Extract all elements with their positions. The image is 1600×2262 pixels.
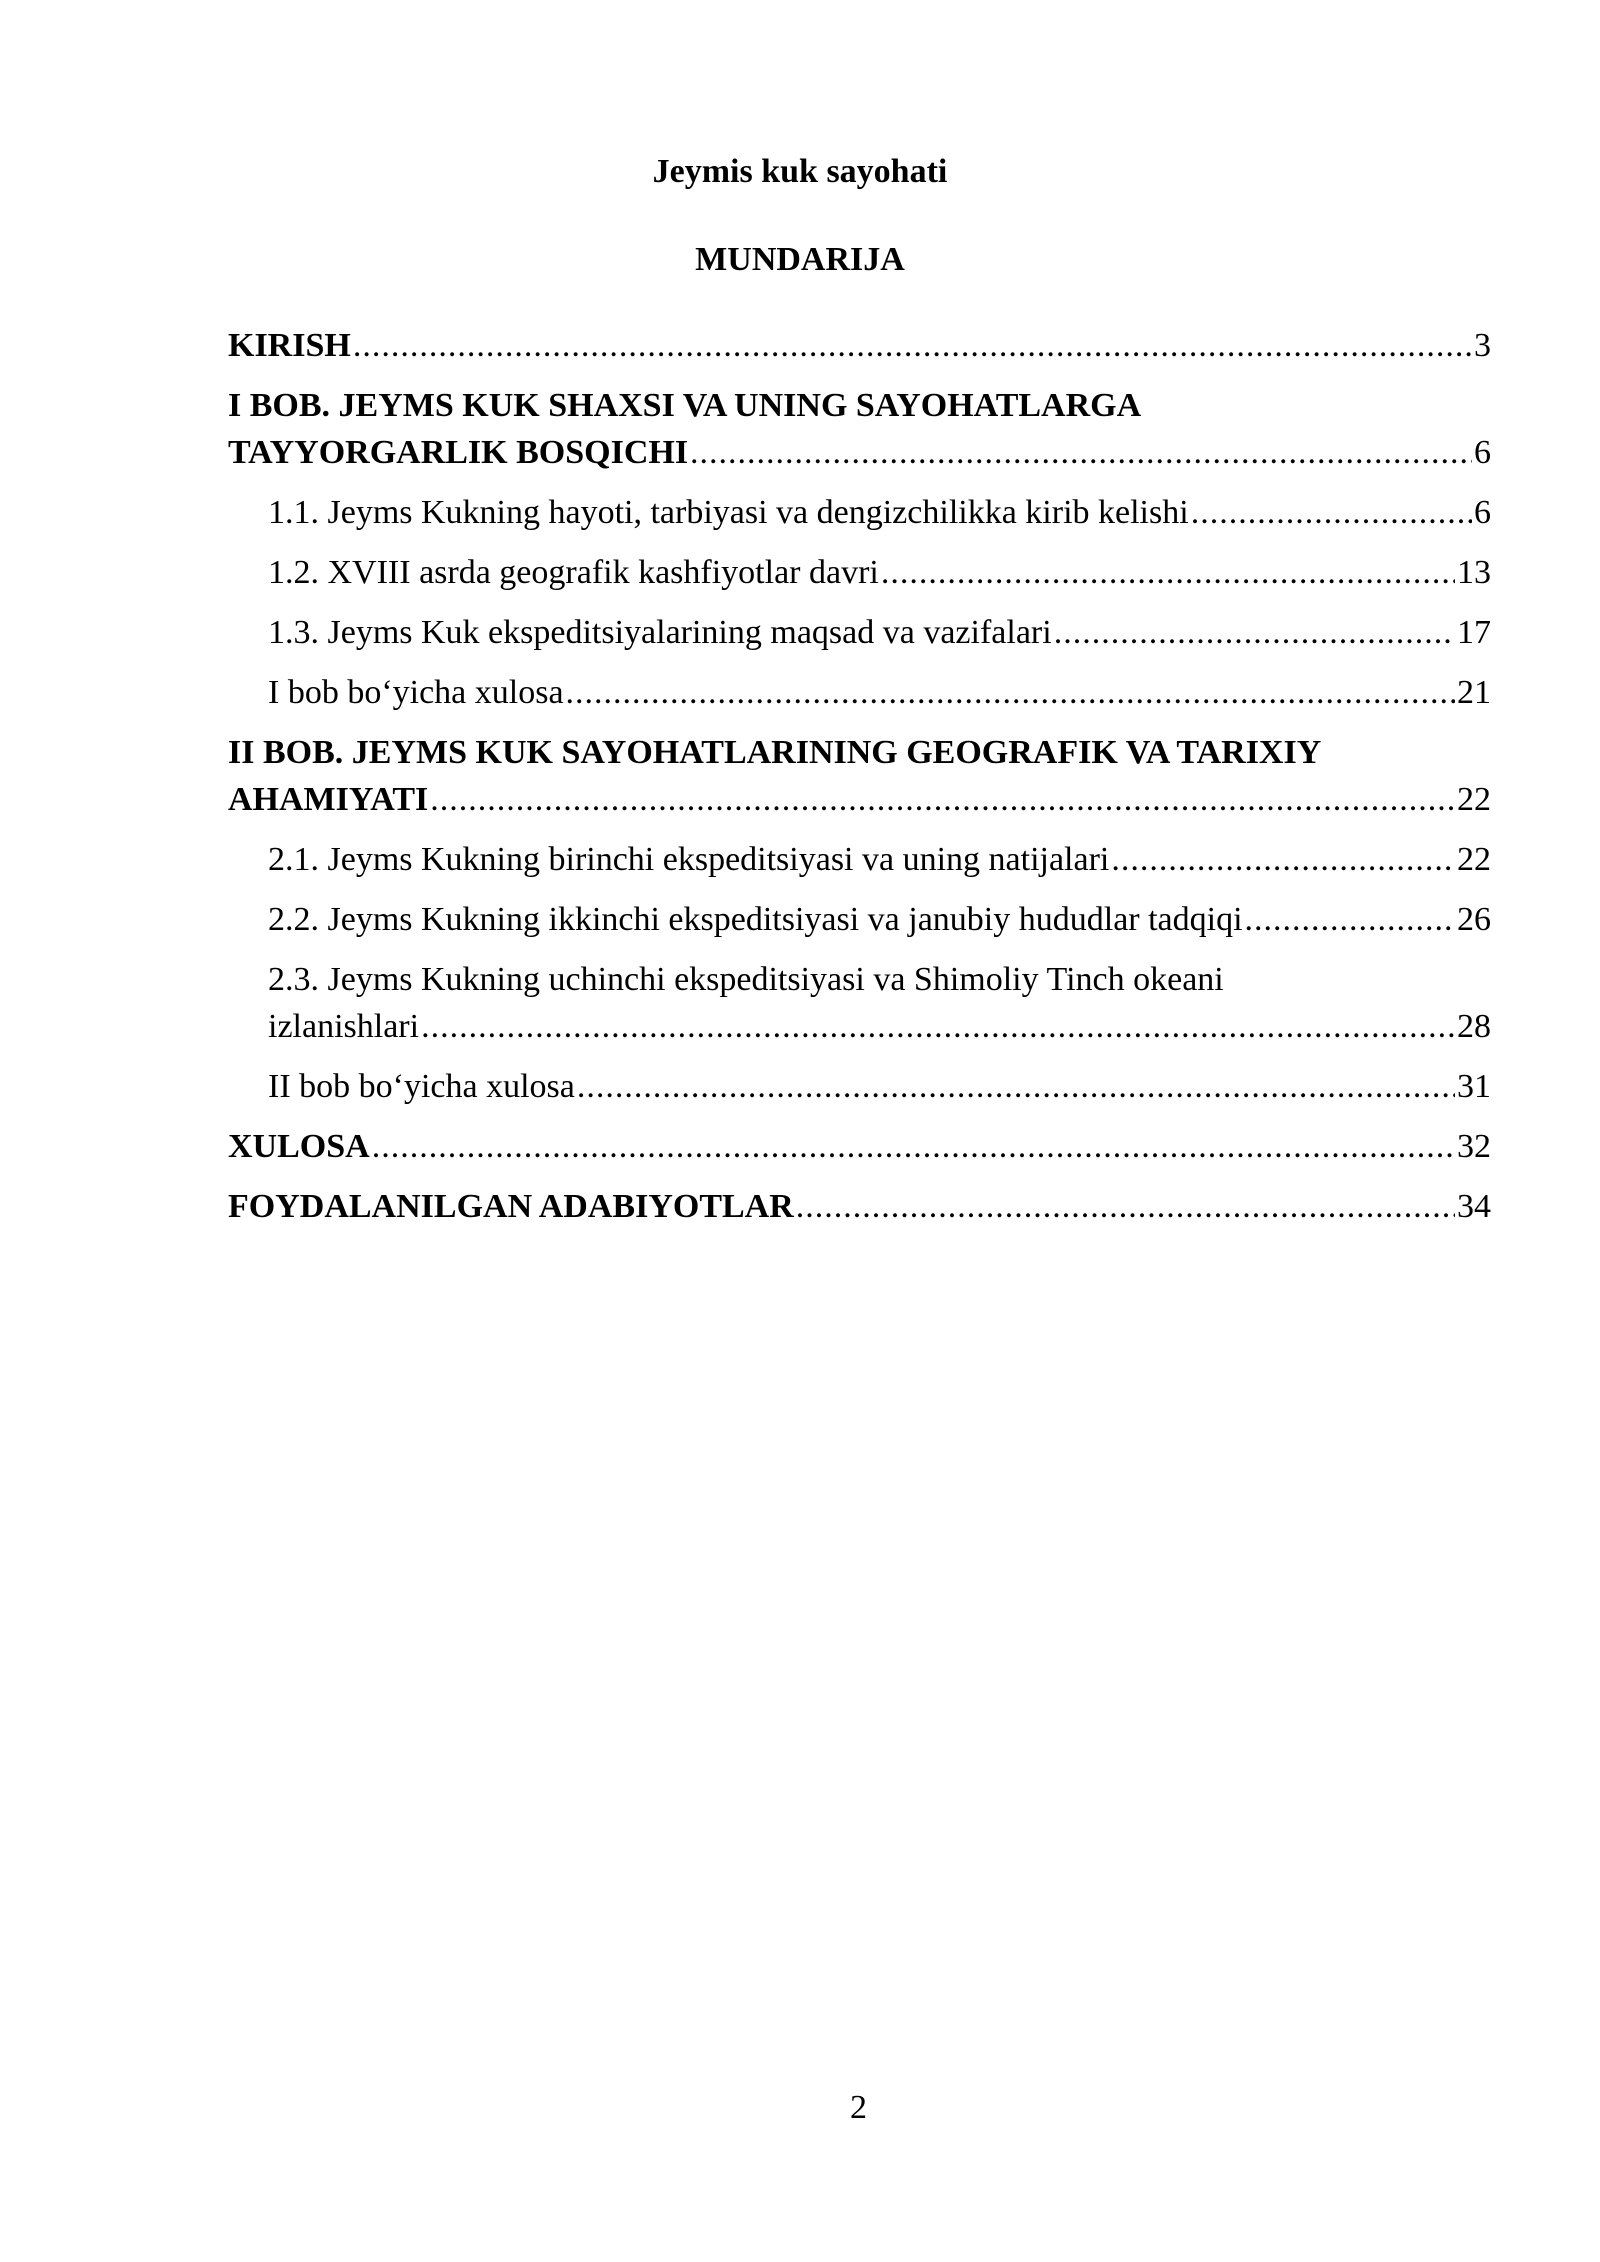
toc-entry-title: KIRISH: [228, 327, 351, 364]
dot-leader: [577, 1063, 1455, 1110]
toc-entry[interactable]: [228, 549, 1491, 596]
toc-entry-title-line1: II BOB. JEYMS KUK SAYOHATLARINING GEOGRAFIK VA TARIXIY: [228, 734, 1322, 771]
document-title: Jeymis kuk sayohati: [652, 153, 948, 190]
toc-entry[interactable]: [228, 836, 1491, 883]
toc-entry-title: XULOSA: [228, 1128, 370, 1165]
toc-entry-page: 31: [1457, 1068, 1491, 1105]
toc-entry-page: 26: [1457, 901, 1491, 938]
toc-entry-page: 21: [1457, 674, 1491, 711]
toc-entry-page: 17: [1457, 614, 1491, 651]
toc-entry[interactable]: [228, 729, 1491, 823]
toc-entry-page: 34: [1457, 1188, 1491, 1225]
toc-entry-page: 13: [1457, 554, 1491, 591]
toc-entry[interactable]: [228, 896, 1491, 943]
toc-entry-page: 22: [1457, 781, 1491, 818]
toc-entry-title: TAYYORGARLIK BOSQICHI: [228, 434, 689, 471]
dot-leader: [1054, 609, 1455, 656]
toc-entry[interactable]: [228, 1123, 1491, 1170]
toc-entry-title-line1: I BOB. JEYMS KUK SHAXSI VA UNING SAYOHATLARGA: [228, 387, 1142, 424]
toc-entry-title: I bob bo‘yicha xulosa: [268, 674, 564, 711]
table-of-contents: [228, 322, 1491, 1243]
toc-entry-title: 1.1. Jeyms Kukning hayoti, tarbiyasi va dengizchilikka kirib kelishi: [268, 494, 1189, 531]
toc-entry-title-line1: 2.3. Jeyms Kukning uchinchi ekspeditsiyasi va Shimoliy Tinch okeani: [268, 961, 1224, 998]
toc-entry-title: 2.2. Jeyms Kukning ikkinchi ekspeditsiyasi va janubiy hududlar tadqiqi: [268, 901, 1243, 938]
toc-entry-page: 6: [1474, 434, 1491, 471]
toc-entry-title: II bob bo‘yicha xulosa: [268, 1068, 575, 1105]
toc-entry-page: 28: [1457, 1008, 1491, 1045]
toc-entry-title: FOYDALANILGAN ADABIYOTLAR: [228, 1188, 794, 1225]
dot-leader: [566, 669, 1455, 716]
toc-entry-title: AHAMIYATI: [228, 781, 429, 818]
dot-leader: [430, 776, 1455, 823]
dot-leader: [372, 1123, 1455, 1170]
toc-entry-page: 32: [1457, 1128, 1491, 1165]
dot-leader: [1111, 836, 1455, 883]
dot-leader: [421, 1003, 1455, 1050]
toc-entry-title: 2.1. Jeyms Kukning birinchi ekspeditsiyasi va uning natijalari: [268, 841, 1110, 878]
toc-entry-page: 6: [1474, 494, 1491, 531]
toc-entry[interactable]: [228, 1063, 1491, 1110]
toc-entry-page: 22: [1457, 841, 1491, 878]
toc-entry-title: 1.3. Jeyms Kuk ekspeditsiyalarining maqsad va vazifalari: [268, 614, 1052, 651]
dot-leader: [881, 549, 1455, 596]
toc-entry[interactable]: [228, 669, 1491, 716]
toc-entry[interactable]: [228, 956, 1491, 1050]
dot-leader: [690, 429, 1472, 476]
page-number: 2: [850, 2089, 867, 2126]
toc-entry[interactable]: [228, 609, 1491, 656]
dot-leader: [1191, 489, 1472, 536]
toc-entry[interactable]: [228, 382, 1491, 476]
toc-entry[interactable]: [228, 1183, 1491, 1230]
dot-leader: [353, 322, 1472, 369]
toc-entry-title: izlanishlari: [268, 1008, 420, 1045]
toc-entry[interactable]: [228, 322, 1491, 369]
toc-heading: MUNDARIJA: [695, 241, 905, 278]
dot-leader: [796, 1183, 1455, 1230]
toc-entry-title: 1.2. XVIII asrda geografik kashfiyotlar davri: [268, 554, 879, 591]
toc-entry-page: 3: [1474, 327, 1491, 364]
toc-entry[interactable]: [228, 489, 1491, 536]
dot-leader: [1245, 896, 1455, 943]
